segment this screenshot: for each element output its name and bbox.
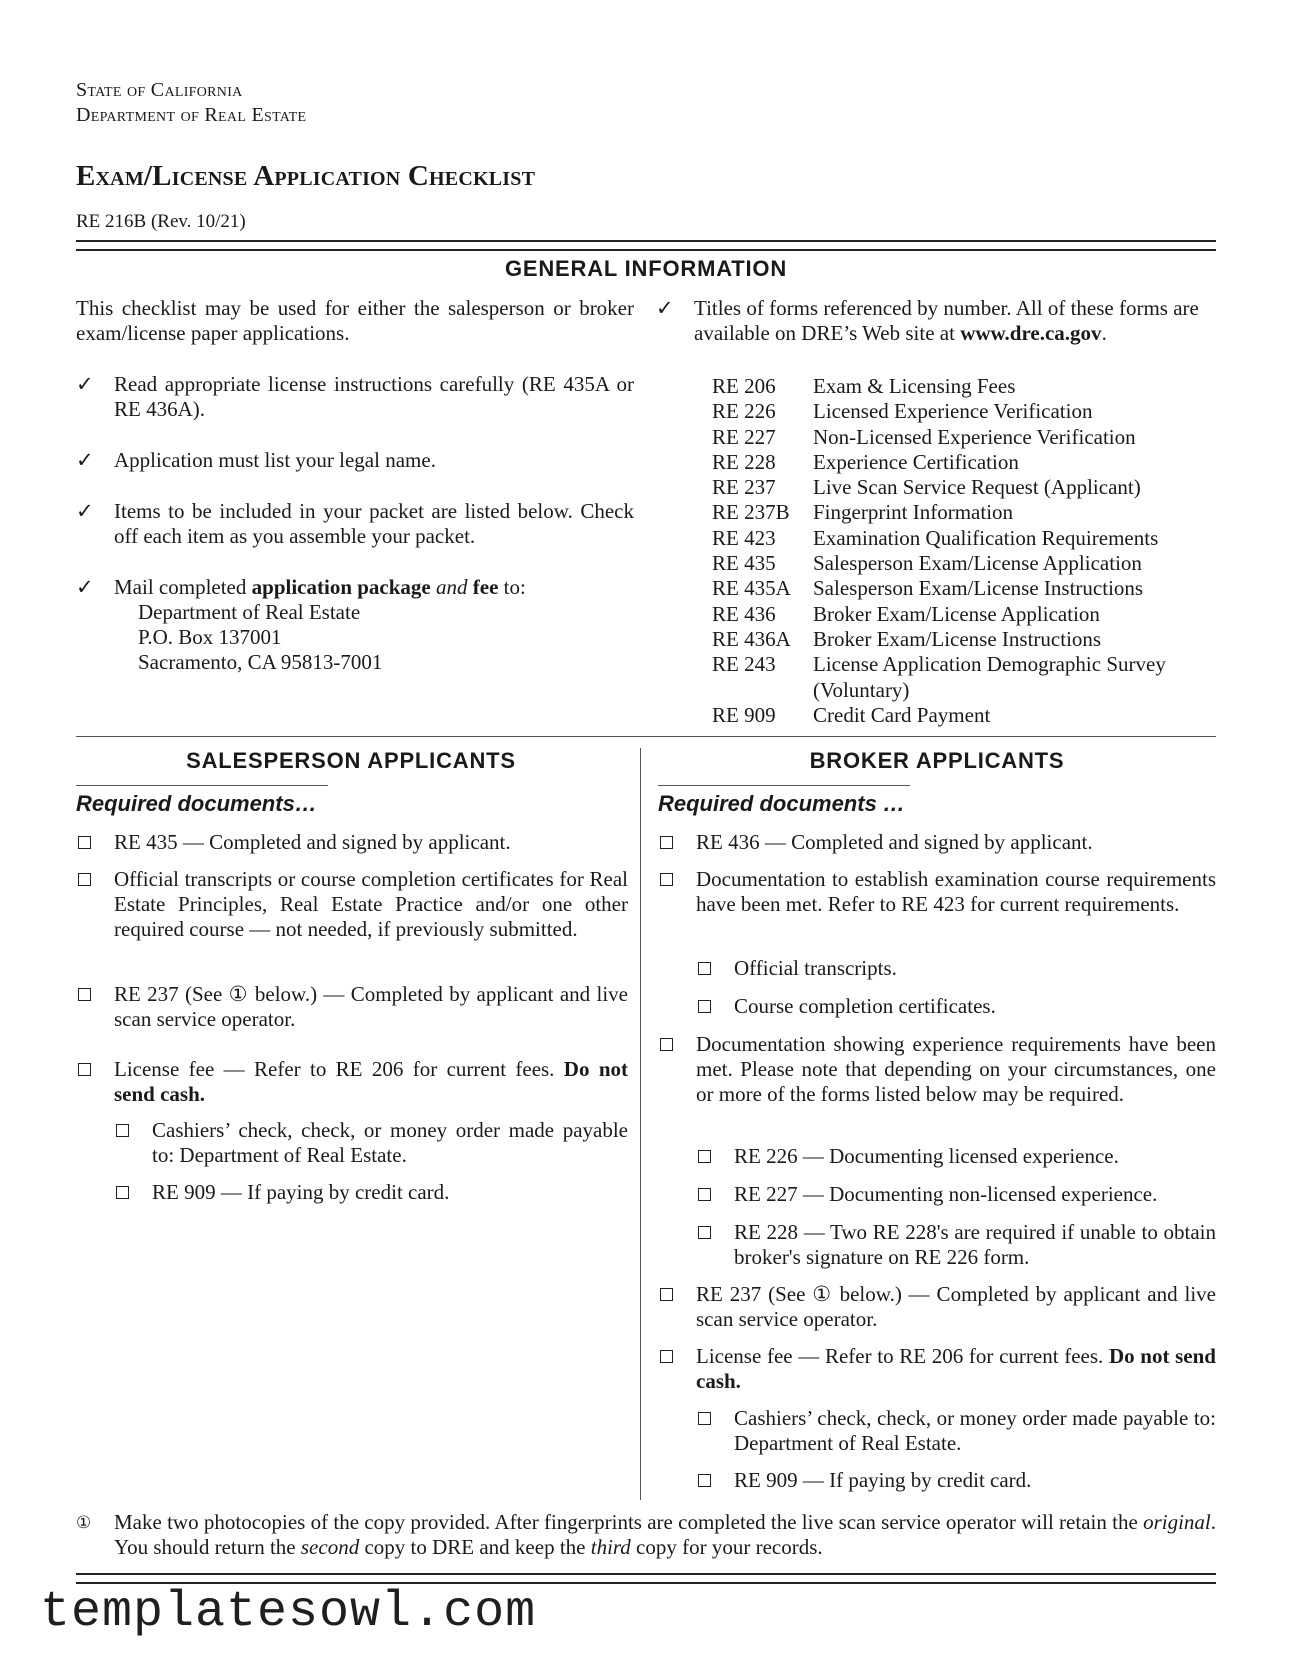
checkbox[interactable] <box>698 1150 711 1163</box>
footnote-third: third <box>590 1535 631 1559</box>
broker-re909-text: RE 909 — If paying by credit card. <box>734 1468 1032 1492</box>
fee-no-cash: Do not send cash. <box>114 1057 628 1106</box>
form-title-cell: Examination Qualification Requirements <box>813 525 1159 550</box>
form-number-cell: RE 909 <box>712 702 776 727</box>
titles-intro: Titles of forms referenced by number. All of these forms are available on DRE’s Web site at <box>694 296 1199 345</box>
form-number-cell: RE 436 <box>712 601 776 626</box>
broker-item-cashiers <box>696 1406 1216 1456</box>
form-number-cell: RE 243 <box>712 652 776 677</box>
salesperson-fee-text <box>114 1057 628 1107</box>
checkbox[interactable] <box>116 1124 129 1137</box>
checkbox[interactable] <box>660 1038 673 1051</box>
broker-cashiers-text: Cashiers’ check, check, or money order made payable to: Department of Real Estate. <box>734 1406 1216 1455</box>
form-titles-intro <box>656 296 1216 346</box>
form-title-cell: Experience Certification <box>813 449 1019 474</box>
department-name: Department of Real Estate <box>76 104 307 126</box>
salesperson-transcripts-text: Official transcripts or course completion certificates for Real Estate Principles, Real Estate Practice and/or one other required course — not needed, if previously submitted. <box>114 867 628 941</box>
broker-re227-text: RE 227 — Documenting non-licensed experience. <box>734 1182 1158 1206</box>
mail-fee: fee <box>472 575 499 599</box>
checkbox[interactable] <box>698 1412 711 1425</box>
salesperson-required-label: Required documents… <box>76 791 317 816</box>
broker-experience-text: Documentation showing experience requirements have been met. Please note that depending on your circumstances, one or more of the forms listed below may be required. <box>696 1032 1216 1106</box>
intro-text: This checklist may be used for either the salesperson or broker exam/license paper applications. <box>76 296 634 345</box>
footnote-part3: copy to DRE and keep the <box>364 1535 586 1559</box>
form-title-cell: Licensed Experience Verification <box>813 399 1093 424</box>
broker-item-re228 <box>696 1220 1216 1270</box>
broker-item-experience <box>658 1032 1216 1132</box>
broker-re226-text: RE 226 — Documenting licensed experience. <box>734 1144 1119 1168</box>
checkbox[interactable] <box>116 1186 129 1199</box>
form-title-row <box>712 399 1216 424</box>
footnote-part2: . You should return the <box>114 1510 1217 1559</box>
footnote-part1: Make two photocopies of the copy provided. After fingerprints are completed the live scan service operator will retain the <box>114 1510 1138 1534</box>
broker-item-re237 <box>658 1282 1216 1332</box>
form-title-row <box>712 602 1216 627</box>
broker-rule <box>658 785 910 786</box>
form-title-cell: Salesperson Exam/License Application <box>813 551 1142 576</box>
checkbox[interactable] <box>698 1000 711 1013</box>
form-title-row <box>712 576 1216 601</box>
form-number-cell: RE 206 <box>712 374 776 398</box>
general-intro <box>76 296 634 346</box>
broker-item-exam-docs <box>658 867 1216 942</box>
form-number-cell: RE 435 <box>712 551 776 576</box>
broker-item-fee <box>658 1344 1216 1394</box>
checkbox[interactable] <box>660 873 673 886</box>
general-item-mail <box>76 575 634 675</box>
broker-re237-text: RE 237 (See ① below.) — Completed by applicant and live scan service operator. <box>696 1282 1216 1331</box>
broker-item-re909 <box>696 1468 1216 1494</box>
footnote-text <box>114 1510 1216 1560</box>
form-title-row <box>712 450 1216 475</box>
broker-item-transcripts <box>696 956 1216 982</box>
checkbox[interactable] <box>78 1063 91 1076</box>
mail-to: to: <box>503 575 526 599</box>
fee-prefix: License fee — Refer to RE 206 for current fees. <box>696 1344 1104 1368</box>
agency-block <box>76 78 306 128</box>
salesperson-re237-text: RE 237 (See ① below.) — Completed by applicant and live scan service operator. <box>114 982 628 1031</box>
form-title-cell: Exam & Licensing Fees <box>813 374 1016 398</box>
checkbox[interactable] <box>78 836 91 849</box>
header-divider <box>76 240 1216 251</box>
footnote-part4: copy for your records. <box>636 1535 823 1559</box>
footnote-original: original <box>1143 1510 1211 1534</box>
form-title-row <box>712 627 1216 652</box>
checkbox[interactable] <box>698 1226 711 1239</box>
salesperson-item-cashiers <box>114 1118 628 1168</box>
form-titles-intro-text: Titles of forms referenced by number. All of these forms are available on DRE’s Web site at www.dre.ca.gov. <box>694 296 1199 345</box>
footnote-marker-icon: ① <box>76 1513 92 1533</box>
general-item-read <box>76 372 634 422</box>
form-title-cell: Broker Exam/License Application <box>813 601 1100 626</box>
checkbox[interactable] <box>78 988 91 1001</box>
salesperson-item-transcripts <box>76 867 628 967</box>
address-line-1: Department of Real Estate <box>138 600 361 624</box>
watermark: templatesowl.com <box>40 1584 537 1641</box>
mailing-address <box>114 600 634 675</box>
salesperson-item-re909 <box>114 1180 628 1206</box>
fee-prefix: License fee — Refer to RE 206 for current fees. <box>114 1057 555 1081</box>
mail-and: and <box>436 575 468 599</box>
form-title-cell: Salesperson Exam/License Instructions <box>813 576 1144 601</box>
broker-certificates-text: Course completion certificates. <box>734 994 996 1018</box>
form-title-row <box>712 526 1216 551</box>
broker-transcripts-text: Official transcripts. <box>734 956 897 980</box>
form-number: RE 216B (Rev. 10/21) <box>76 211 246 232</box>
salesperson-re435-text: RE 435 — Completed and signed by applicant. <box>114 830 511 854</box>
broker-heading: BROKER APPLICANTS <box>809 748 1065 773</box>
state-name: State of California <box>76 79 243 101</box>
broker-re436-text: RE 436 — Completed and signed by applicant. <box>696 830 1093 854</box>
salesperson-item-re435 <box>76 830 628 856</box>
form-number-cell: RE 227 <box>712 424 776 449</box>
page-title: Exam/License Application Checklist <box>76 160 536 192</box>
broker-exam-docs-text: Documentation to establish examination course requirements have been met. Refer to RE 423 for current requirements. <box>696 867 1216 916</box>
form-number-cell: RE 423 <box>712 525 776 550</box>
check-mark-icon: ✓ <box>76 575 94 599</box>
section-divider <box>76 736 1216 737</box>
address-line-3: Sacramento, CA 95813-7001 <box>138 650 383 674</box>
broker-required-label: Required documents … <box>658 791 905 816</box>
broker-fee-text <box>696 1344 1216 1394</box>
general-item-mail-text <box>114 575 634 675</box>
form-number-cell: RE 237B <box>712 500 790 525</box>
form-number-cell: RE 237 <box>712 475 776 500</box>
salesperson-heading: SALESPERSON APPLICANTS <box>186 748 516 773</box>
salesperson-rule <box>76 785 328 786</box>
checkbox[interactable] <box>660 1288 673 1301</box>
salesperson-item-fee <box>76 1057 628 1107</box>
mail-package: application package <box>251 575 431 599</box>
form-title-row <box>712 551 1216 576</box>
salesperson-item-re237 <box>76 982 628 1032</box>
form-number-cell: RE 436A <box>712 626 791 651</box>
website-link[interactable]: www.dre.ca.gov <box>960 321 1102 345</box>
form-number-cell: RE 226 <box>712 399 776 424</box>
general-item-packet <box>76 499 634 549</box>
form-title-cell: Broker Exam/License Instructions <box>813 626 1102 651</box>
footnote-second: second <box>300 1535 360 1559</box>
check-mark-icon: ✓ <box>76 372 94 396</box>
fee-no-cash: Do not send cash. <box>696 1344 1216 1393</box>
footnote <box>76 1510 1216 1560</box>
form-title-cell: License Application Demographic Survey (Voluntary) <box>813 652 1166 702</box>
checkbox[interactable] <box>698 1188 711 1201</box>
checkbox[interactable] <box>660 1350 673 1363</box>
check-mark-icon: ✓ <box>656 296 674 320</box>
form-title-cell: Non-Licensed Experience Verification <box>813 424 1136 449</box>
general-item-legal-name <box>76 448 634 474</box>
general-item-packet-text: Items to be included in your packet are listed below. Check off each item as you assemble your packet. <box>114 499 634 548</box>
form-title-row <box>712 425 1216 450</box>
broker-re228-text: RE 228 — Two RE 228's are required if unable to obtain broker's signature on RE 226 form. <box>734 1220 1216 1269</box>
salesperson-re909-text: RE 909 — If paying by credit card. <box>152 1180 450 1204</box>
form-title-cell: Fingerprint Information <box>813 500 1014 525</box>
checkbox[interactable] <box>78 873 91 886</box>
general-info-heading: GENERAL INFORMATION <box>504 256 788 281</box>
form-title-row <box>712 475 1216 500</box>
form-number-cell: RE 228 <box>712 449 776 474</box>
form-title-cell: Live Scan Service Request (Applicant) <box>813 475 1141 500</box>
broker-item-certificates <box>696 994 1216 1020</box>
footer-divider <box>76 1573 1216 1584</box>
checkbox[interactable] <box>698 962 711 975</box>
form-title-row <box>712 703 1216 728</box>
checkbox[interactable] <box>698 1474 711 1487</box>
broker-item-re436 <box>658 830 1216 856</box>
mail-prefix: Mail completed <box>114 575 247 599</box>
form-title-cell: Credit Card Payment <box>813 702 991 727</box>
broker-item-re227 <box>696 1182 1216 1208</box>
general-item-legal-name-text: Application must list your legal name. <box>114 448 436 472</box>
form-titles-list <box>712 374 1216 728</box>
form-title-row <box>712 652 1216 703</box>
form-title-row <box>712 374 1216 399</box>
check-mark-icon: ✓ <box>76 448 94 472</box>
general-item-read-text: Read appropriate license instructions carefully (RE 435A or RE 436A). <box>114 372 634 421</box>
salesperson-cashiers-text: Cashiers’ check, check, or money order made payable to: Department of Real Estate. <box>152 1118 628 1167</box>
checkbox[interactable] <box>660 836 673 849</box>
broker-item-re226 <box>696 1144 1216 1170</box>
form-number-cell: RE 435A <box>712 576 791 601</box>
column-divider <box>640 748 641 1500</box>
check-mark-icon: ✓ <box>76 499 94 523</box>
form-title-row <box>712 500 1216 525</box>
address-line-2: P.O. Box 137001 <box>138 625 282 649</box>
